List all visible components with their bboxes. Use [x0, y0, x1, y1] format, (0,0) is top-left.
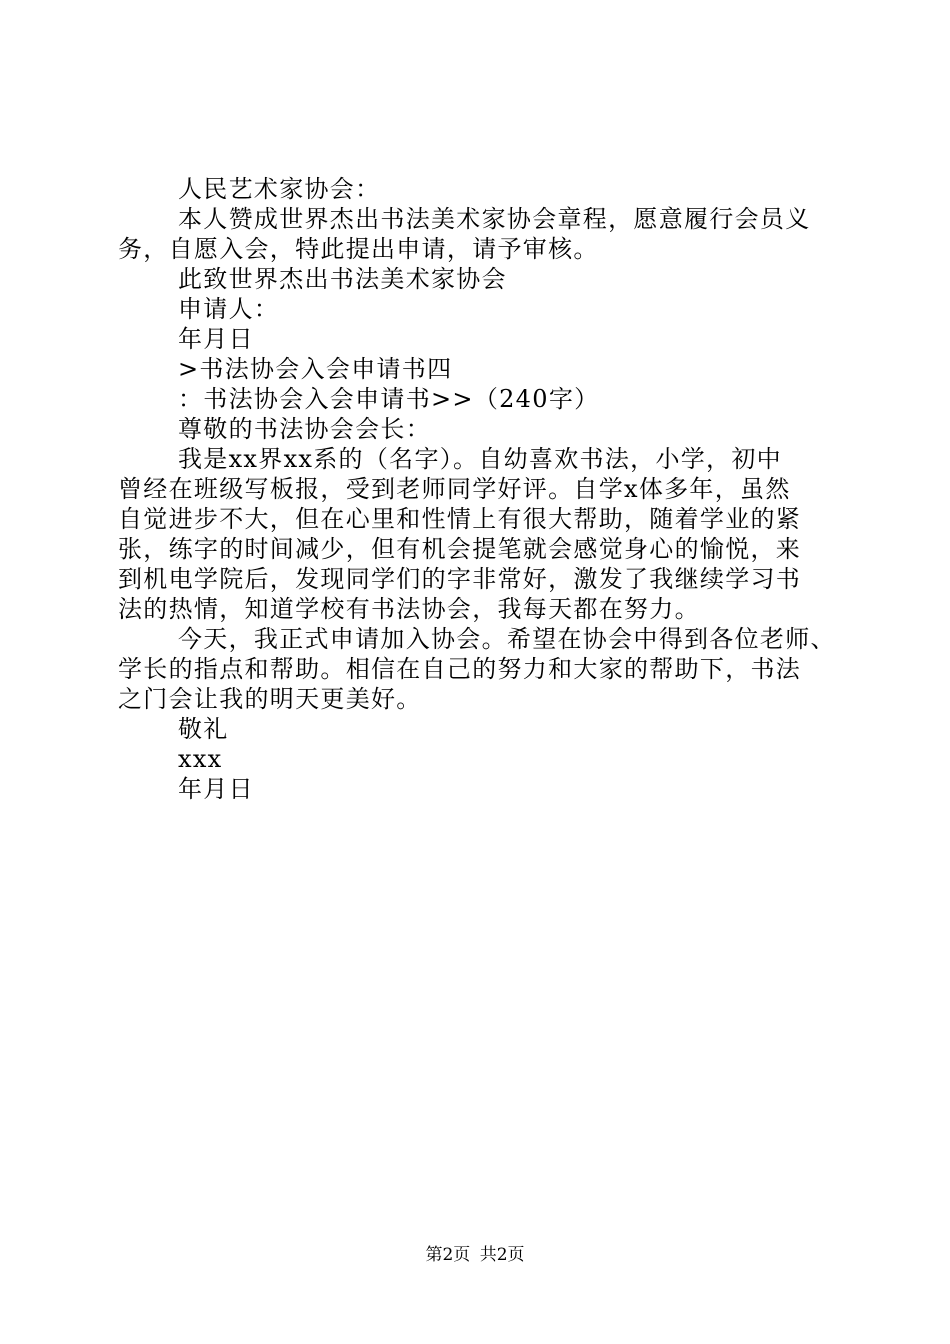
paragraph-line: 法的热情，知道学校有书法协会，我每天都在努力。 — [118, 595, 700, 623]
signature-line: xxx — [178, 745, 223, 773]
end-date-line: 年月日 — [178, 775, 254, 803]
paragraph-line: 自觉进步不大，但在心里和性情上有很大帮助，随着学业的紧 — [118, 505, 802, 533]
paragraph-line: 本人赞成世界杰出书法美术家协会章程，愿意履行会员义 — [178, 205, 811, 233]
paragraph-line: 之门会让我的明天更美好。 — [118, 685, 422, 713]
document-body — [118, 174, 838, 804]
paragraph-line: 到机电学院后，发现同学们的字非常好，激发了我继续学习书 — [118, 565, 802, 593]
paragraph-line: 曾经在班级写板报，受到老师同学好评。自学x体多年，虽然 — [118, 475, 791, 503]
page-number: 第2页 — [425, 1245, 471, 1265]
paragraph-line: 我是xx界xx系的（名字）。自幼喜欢书法，小学，初中 — [178, 445, 782, 473]
paragraph-line: 学长的指点和帮助。相信在自己的努力和大家的帮助下，书法 — [118, 655, 802, 683]
applicant-line: 申请人： — [178, 295, 280, 323]
paragraph-line: 今天，我正式申请加入协会。希望在协会中得到各位老师、 — [178, 625, 836, 653]
paragraph-application — [118, 624, 838, 714]
letter-salutation: 尊敬的书法协会会长： — [178, 415, 431, 443]
paragraph-introduction — [118, 444, 838, 624]
paragraph-line: 张，练字的时间减少，但有机会提笔就会感觉身心的愉悦，来 — [118, 535, 802, 563]
section-heading: >书法协会入会申请书四 — [178, 355, 453, 383]
paragraph-line: 务，自愿入会，特此提出申请，请予审核。 — [118, 235, 599, 263]
paragraph-membership-statement — [118, 204, 838, 264]
section-subheading: ：书法协会入会申请书>>（240字） — [178, 385, 600, 413]
page-total: 共2页 — [479, 1245, 525, 1265]
regards-line: 敬礼 — [178, 715, 229, 743]
closing-line: 此致世界杰出书法美术家协会 — [178, 265, 507, 293]
date-line: 年月日 — [178, 325, 254, 353]
page-footer — [0, 1244, 950, 1266]
salutation-line: 人民艺术家协会： — [178, 175, 381, 203]
